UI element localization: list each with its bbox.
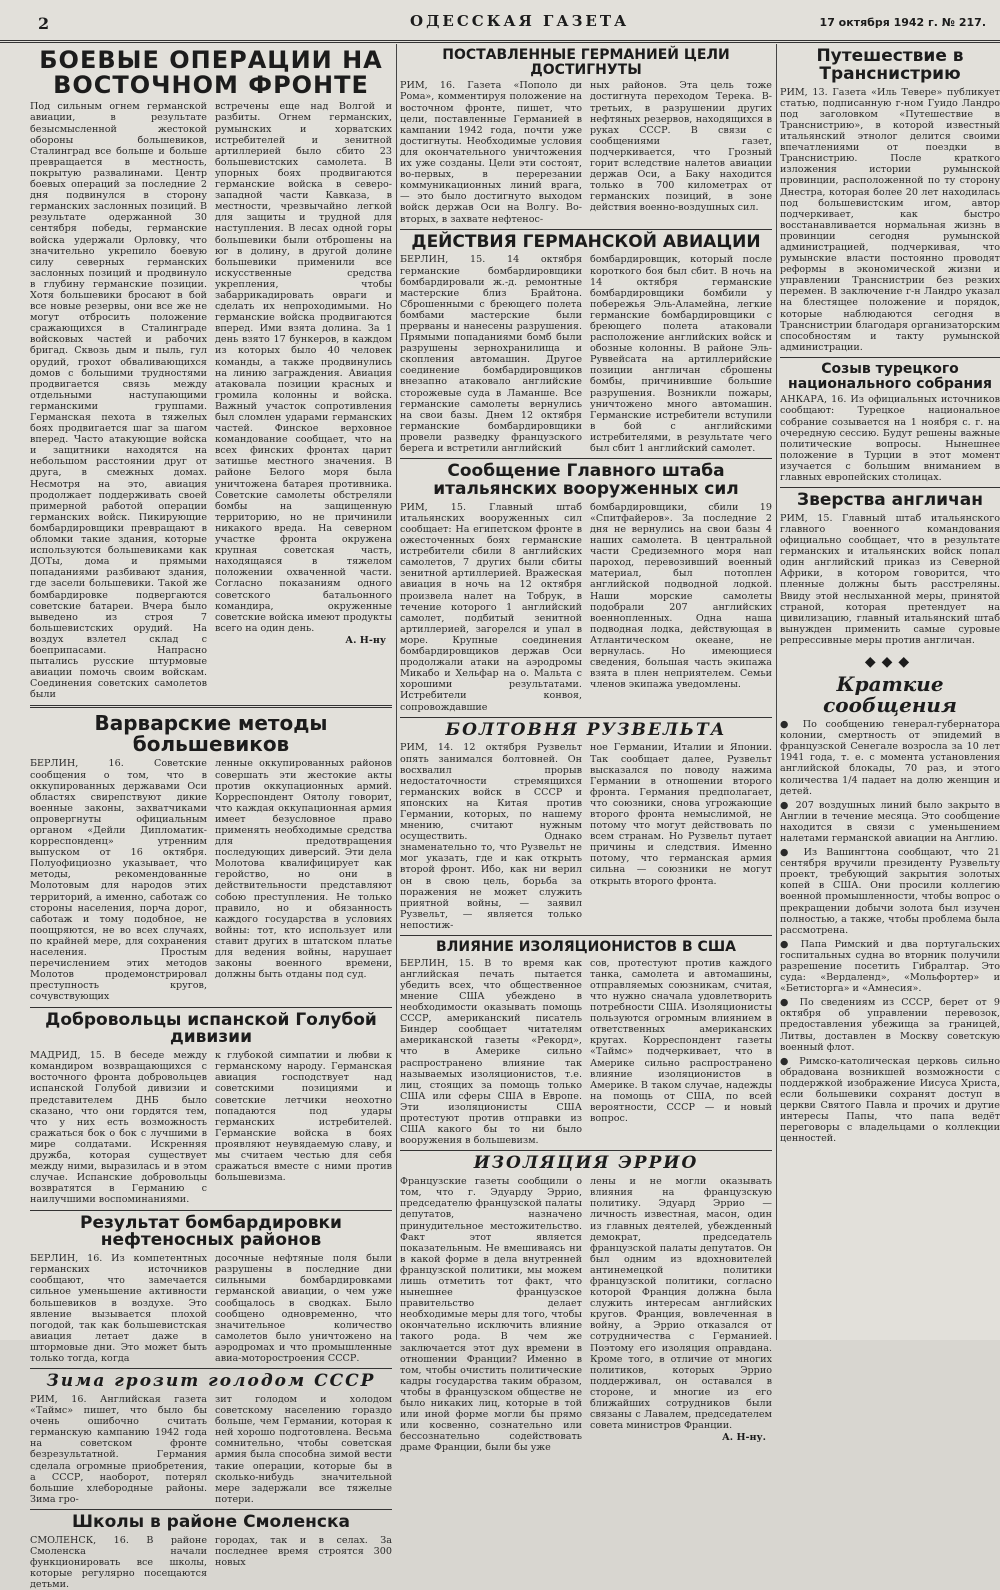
article-title: Сообщение Главного штаба итальянских вооруженных сил: [433, 461, 739, 499]
article-body: РИМ, 14. 12 октября Рузвельт опять занимался болтовней. Он восхвалил прорыв недостаточности стремящихся германских войск в СССР и японских на Китая против Германии, которых, по нашему мнению, считают нужным осуществить. Однако знаменательно то, что Рузвельт не мог указать, где и как открыть второй фронт. Ибо, как ни верил он в свою цель, борьба за поражения не может служить приятной войны, — заявил Рузвельт, — является только непостиж-: [400, 742, 582, 931]
article-title: ИЗОЛЯЦИЯ ЭРРИО: [473, 1153, 699, 1174]
diamond-ornament-icon: ◆◆◆: [864, 654, 916, 671]
article-kratkie-soobshcheniya: [780, 674, 1000, 1144]
article-izolyatsiya-errio: [400, 1155, 772, 1453]
divider: [400, 229, 772, 230]
article-soobshchenie-shtaba: [400, 463, 772, 712]
column-divider: [396, 44, 397, 1340]
middle-column: [400, 44, 772, 1454]
masthead: [0, 10, 1000, 43]
article-zima-grozit: [30, 1373, 392, 1505]
article-body: бомбардировщик, который после короткого боя был сбит. В ночь на 14 октября германские бомбардировщики бомбили у побережья Эль-Аламейна, легкие германские бомбардировщики с бреющего полета атаковали расположение английских войск и обозные колонны. В районе Эль-Руввейсата на артиллерийские позиции англичан сброшены бомбы, причинившие большие разрушения. Возникли пожары, уничтожено много автомашин. Германские истребители вступили в бой с английскими истребителями, в результате чего был сбит 1 английский самолет.: [590, 254, 772, 455]
left-column: [30, 44, 392, 1590]
article-body: городах, так и в селах. За последнее время строятся 300 новых: [215, 1534, 392, 1568]
divider: [30, 1007, 392, 1008]
article-body: РИМ, 16. Газета «Пополо ди Рома», комментируя положение на восточном фронте, пишет, что цели, поставленные Германией в кампании 1942 года, почти уже достигнуты. Необходимые условия для окончательного уничтожения их уже созданы. Цели эти состоят, во-первых, в перерезании коммуникационных линий врага, — это было достигнуто выходом войск держав Оси на Волгу. Во-вторых, в захвате нефтенос-: [400, 80, 582, 225]
page-number: 2: [38, 14, 50, 33]
article-body: сов, протестуют против каждого танка, самолета и автомашины, отправляемых союзникам, считая, что нужно сначала удовлетворить потребности США. Изоляционисты пользуются огромным влиянием в ответственных американских кругах. Корреспондент газеты «Таймс» подчеркивает, что в Америке сильно распространено влияние изоляционистов в Америке. В таком случае, надежды на помощь от США, по всей вероятности, СССР — и новый вопрос.: [590, 957, 772, 1125]
article-title: ДЕЙСТВИЯ ГЕРМАНСКОЙ АВИАЦИИ: [411, 231, 761, 252]
article-sozyv: [780, 362, 1000, 483]
news-item: ● 207 воздушных линий было закрыто в Англии в течение месяца. Это сообщение находится в связи с уменьшением налетами германской авиации на Англию.: [780, 799, 1000, 844]
article-title: Добровольцы испанской Голубой дивизии: [45, 1009, 377, 1048]
article-body: встречены еще над Волгой и разбиты. Огнем германских, румынских и хорватских истребителей и зенитной артиллерией было сбито 23 большевистских самолета. В упорных боях продвигаются германские войска в северо-западной части Кавказа, в местности, чрезвычайно легкой для защиты и трудной для наступления. В лесах одной горы большевики были отброшены на юг в долину, в другой долине большевики применили все искусственные средства укрепления, чтобы забаррикадировать овраги и сделать их непроходимыми. Но германские войска продвигаются вперед. Ими взята долина. За 1 день взято 17 бункеров, в каждом из которых было 40 человек команды, а также продвинулись на линию заграждения. Авиация атаковала позиции красных и громила колонны и войска. Важный участок сопротивления был сломлен ударами германских частей. Финское верховное командование сообщает, что на всех финских фронтах царит затишье местного значения. В районе Белого моря была уничтожена батарея противника. Советские самолеты обстреляли бомбы на защищенную территорию, но не причинили никакого вреда. На северном участке фронта окружена крупная советская часть, находящаяся в тяжелом положении охваченной части. Согласно показаниям одного советского батальонного командира, окруженные советские войска имеют продукты всего на один день.: [215, 101, 392, 634]
article-title: Краткие сообщения: [823, 672, 957, 718]
issue-date: 17 октября 1942 г. № 217.: [819, 16, 986, 29]
article-body: РИМ, 15. Главный штаб итальянских вооруженных сил сообщает: На египетском фронте в ожесточенных боях германские истребители сбили 8 английских самолетов, 7 других были сбиты зенитной артиллерией. Вражеская авиация в ночь на 12 октября произвела налет на Тобрук, в течение которого 1 английский самолет, подбитый зенитной артиллерией, загорелся и упал в море. Крупные соединения бомбардировщиков держав Оси продолжали атаки на аэродромы Микабо и Хельфар на о. Мальта с хорошими результатами. Истребители конвоя, сопровождавшие: [400, 501, 582, 713]
divider: [400, 935, 772, 936]
article-boevye-operatsii: [30, 48, 392, 700]
article-body: Под сильным огнем германской авиации, в результате безысмысленной жестокой обороны большевиков, Сталинград все больше и больше превращается в местность, покрытую развалинами. Центр боевых операций за последние 2 дня подвинулся в сторону германских заслонных позиций. В результате одержанной 30 сентября победы, германские войска удержали Орловку, что значительно укрепило боевую силу северных германских заслонных позиций и продвинуло в глубину германские позиции. Хотя большевики бросают в бой все новые резервы, они все же не могут отбросить положение сражающихся в Сталинграде войсковых частей и рабочих бригад. Сквозь дым и пыль, гул орудий, грохот обваливающихся домов с большими трудностями продвигается связь между отдельными наступающими германскими группами. Германская пехота в тяжелых боях продвигается шаг за шагом вперед. Часто атакующие войска и защитники находятся на небольшом расстоянии друг от друга, в смежных домах. Несмотря на это, авиация продолжает поддерживать своей примерной работой операции германских войск. Пикирующие бомбардировщики превращают в обломки такие здания, которые используются большевиками как ДОТы, дома и прямыми попаданиями разбивают здания, где засели большевики. Такой же бомбардировке подвергаются советские батареи. Вчера было выведено из строя 7 большевистских орудий. На воздух взлетел склад с боеприпасами. Напрасно пытались русские штурмовые авиации помочь своим войскам. Соединения советских самолетов были: [30, 101, 207, 701]
article-shkoly: [30, 1511, 392, 1590]
article-body: РИМ, 16. Английская газета «Таймс» пишет, что было бы очень ошибочно считать германскую кампанию 1942 года на советском фронте безрезультатной. Германия сделала огромные приобретения, а СССР, наоборот, потерял большие хлебородные районы. Зима гро-: [30, 1393, 207, 1505]
article-title: Зверства англичан: [797, 490, 983, 511]
article-title: БОЕВЫЕ ОПЕРАЦИИ НА ВОСТОЧНОМ ФРОНТЕ: [39, 46, 383, 100]
article-varvarskie-metody: [30, 713, 392, 1002]
divider: [30, 1210, 392, 1211]
divider: [30, 705, 392, 708]
article-title: Результат бомбардировки нефтеносных районов: [80, 1212, 342, 1251]
divider: [780, 487, 1000, 488]
news-item-text: 207 воздушных линий было закрыто в Англии в течение месяца. Это сообщение находится в связи с уменьшением налетами германской авиации на Англию.: [780, 799, 1000, 844]
column-divider: [776, 44, 777, 1340]
news-item-text: Папа Римский и два португальских госпитальных судна во вторник получили разрешение посетить Гибралтар. Это суда: «Вердаленд», «Мольфортер» и «Бетисторга» и «Амнесия».: [780, 938, 1000, 995]
article-body: СМОЛЕНСК, 16. В районе Смоленска начали функционировать все школы, которые регулярно посещаются детьми.: [30, 1534, 207, 1590]
article-title: Путешествие в Транснистрию: [816, 46, 964, 84]
article-body: БЕРЛИН, 15. 14 октября германские бомбардировщики бомбардировали ж.-д. ремонтные мастерские близ Брайтона. Сброшенными с бреющего полета бомбами мастерские были прерваны и нанесены разрушения. Прямыми попаданиями бомб были разрушены зернохранилища и скопления автомашин. Другое соединение бомбардировщиков внезапно атаковало английские сторожевые суда в Ламанше. Все германские самолеты вернулись на свои базы. Днем 12 октября германские бомбардировщики провели разведку французского берега и встретили английский: [400, 254, 582, 455]
article-body: ных районов. Эта цель тоже достигнута переходом Терека. В-третьих, в разрушении других нефтяных резервов, находящихся в руках СССР. В связи с сообщениями газет, подчеркивается, что Грозный горит вследствие налетов авиации держав Оси, а Баку находится только в 700 километрах от германских позиций, в зоне действия военно-воздушных сил.: [590, 80, 772, 214]
divider: [30, 1509, 392, 1510]
article-puteshestvie: [780, 48, 1000, 353]
article-body: АНКАРА, 16. Из официальных источников сообщают: Турецкое национальное собрание созывается на 1 ноября с. г. на очередную сессию. Будут решены важные политические вопросы. Нынешнее положение в Турции в этот момент изучается с большим вниманием в главных европейских столицах.: [780, 394, 1000, 483]
article-body: БЕРЛИН, 16. Из компетентных германских источников сообщают, что замечается сильное уменьшение активности большевиков в воздухе. Это явление вызывается плохой погодой, так как большевистская авиация летает даже в штормовые дни. Это может быть только тогда, когда: [30, 1253, 207, 1365]
article-body: РИМ, 13. Газета «Иль Тевере» публикует статью, подписанную г-ном Гуидо Ландро под заголовком «Путешествие в Транснистрию», в которой известный итальянский этнолог делится своими впечатлениями от поездки в Транснистрию. После краткого изложения истории румынской провинции, расположенной по ту сторону Днестра, которая более 20 лет находилась под большевистским игом, автор подчеркивает, как быстро восстанавливается нормальная жизнь в провинции сегодня румынской администрацией, подчеркивая, что румынские власти постоянно проводят реформы в экономической жизни и управлении Транснистрии без резких перемен. В заключение г-н Ландро указал на блестящее положение и порядок, которые наблюдаются сегодня в Транснистрии благодаря организаторским способностям и такту румынской администрации.: [780, 86, 1000, 353]
news-item-text: По сообщению генерал-губернатора колонии, смертность от эпидемий в французской Сенегале возросла за 10 лет 1941 года, т. е. с момента установления английской блокады, 70 раз, и этого количества 1/4 падает на долю женщин и детей.: [780, 719, 1000, 797]
article-title: БОЛТОВНЯ РУЗВЕЛЬТА: [445, 719, 727, 740]
article-body: ленные оккупированных районов совершать эти жестокие акты против оккупационных армий. Корреспондент Оятолу говорит, что каждая оккупационная армия имеет безусловное право применять необходимые средства для предотвращения последующих диверсий. Эти дела Молотова квалифицирует как геройство, но они в действительности представляют собою преступления. Не только правило, но и обязанность каждого государства в условиях войны: тот, кто использует или ставит других в штатском платье для ведения войны, нарушает законы военного времени, должны быть отданы под суд.: [215, 758, 392, 981]
article-title: ПОСТАВЛЕННЫЕ ГЕРМАНИЕЙ ЦЕЛИ ДОСТИГНУТЫ: [442, 47, 730, 78]
news-item: ● По сведениям из СССР, берет от 9 октября об управлении перевозок, предоставления убежища за границей, Литвы, доставлен в Москву советскую военный флот.: [780, 997, 1000, 1053]
article-body: РИМ, 15. Главный штаб итальянского главного военного командования официально сообщает, что в результате германских и итальянских войск попал один английский приказ из Северной Африки, в котором говорится, что пленные должны быть расстреляны. Ввиду этой неслыханной меры, принятой страной, которая претендует на цивилизацию, главный итальянский штаб вынужден применить самые суровые репрессивные меры против англичан.: [780, 512, 1000, 646]
article-vliyanie-izolyatsionistov: [400, 940, 772, 1146]
article-title: Школы в районе Смоленска: [72, 1511, 350, 1532]
article-body: бомбардировщики, сбили 19 «Спитфайеров». За последние 2 дня не вернулись на свои базы 4 наших самолета. В центральной части Средиземного моря нап пароход, перевозивший военный материал, был потоплен английской подводной лодкой. Наши морские самолеты подобрали 207 английских военнопленных. Одна наша подводная лодка, действующая в Атлантическом океане, не вернулась. Но имеющиеся сведения, большая часть экипажа взята в плен неприятелем. Семьи членов экипажа уведомлены.: [590, 501, 772, 691]
article-body: лены и не могли оказывать влияния на французскую политику. Эдуард Эррио — личность известная, масон, один из главных деятелей, убежденный демократ, председатель французской палаты депутатов. Он был одним из вдохновителей антинемецкой политики французской политики, согласно которой Франция должна была служить интересам английских кругов. Франция, вовлеченная в войну, а Эррио отказался от сотрудничества с Германией. Поэтому его изоляция оправдана. Кроме того, в отличие от многих политиков, которых Эррио поддерживал, он оставался в стороне, и многие из его ближайших сотрудников были связаны с Лавалем, председателем совета министров Франции.: [590, 1176, 772, 1432]
article-zverstva: [780, 492, 1000, 646]
news-item: ● Римско-католическая церковь сильно обрадована возникшей возможности с поддержкой изображение Иисуса Христа, если большевики сохранят доступ в церкви Святого Павла и прочих и другие интересы Папы, что папа ведёт переговоры с владельцами о коллекции ценностей.: [780, 1055, 1000, 1145]
article-body: БЕРЛИН, 15. В то время как английская печать пытается убедить всех, что общественное мнение США убеждено в необходимости оказывать помощь СССР, американский писатель Биндер сообщает читателям американской газеты «Рекорд», что в Америке сильно распространено влияние так называемых изоляционистов, т.е. лиц, стоящих за помощь только США или сферы США в Европе. Эти изоляционисты США протестуют против отправки из США какого бы то ни было вооружения в большевизм.: [400, 957, 582, 1147]
divider: [400, 458, 772, 459]
article-body: к глубокой симпатии и любви к германскому народу. Германская авиация господствует над советскими позициями и советские летчики неохотно попадаются под удары германских истребителей. Германские войска в боях проявляют неувядаемую славу, и мы считаем честью для себя сражаться вместе с ними против большевизма.: [215, 1050, 392, 1184]
article-title: Зима грозит голодом СССР: [46, 1371, 376, 1392]
article-body: Французские газеты сообщили о том, что г. Эдуарду Эррио, председателю французской палаты депутатов, назначено принудительное местожительство. Факт этот является показательным. Не вмешиваясь ни в какой форме в дела внутренней французской политики, мы можем лишь отметить тот факт, что нынешнее французское правительство делает необходимые меры для того, чтобы окончательно исключить влияние такого рода. В чем же заключается этот дух времени в отношении Франции? Именно в том, чтобы очистить политические кадры государства таким образом, чтобы в французском обществе не было никаких лиц, которые в той или иной форме могли бы прямо или косвенно, сознательно или бессознательно содействовать драме Франции, были бы уже: [400, 1176, 582, 1454]
article-rezultat-bombardirovki: [30, 1212, 392, 1365]
article-dobrovoltsy: [30, 1009, 392, 1206]
news-item-text: Римско-католическая церковь сильно обрадована возникшей возможности с поддержкой изображение Иисуса Христа, если большевики сохранят доступ в церкви Святого Павла и прочих и другие интересы Папы, что папа ведёт переговоры с владельцами о коллекции ценностей.: [780, 1055, 1000, 1145]
article-title: ВЛИЯНИЕ ИЗОЛЯЦИОНИСТОВ В США: [436, 939, 736, 956]
divider: [30, 1368, 392, 1369]
article-body: досочные нефтяные поля были разрушены в последние дни сильными бомбардировками германской авиации, о чем уже сообщалось в сводках. Было сообщено одновременно, что значительное количество самолетов было уничтожено на аэродромах и что промышленные авиа-моторостроения СССР.: [215, 1253, 392, 1365]
article-deystviya-aviatsii: [400, 231, 772, 455]
right-column: [780, 44, 1000, 1340]
article-body: ное Германии, Италии и Японии. Так сообщает далее, Рузвельт высказался по поводу нажима Германии в отношении второго фронта. Германия предполагает, что союзники, снова угрожающие второго фронта немыслимой, не потому что могут действовать по всем странам. Но Рузвельт путает причины и следствия. Именно потому, что германская армия сильна — союзники не могут открыть второго фронта.: [590, 742, 772, 887]
article-body: зит голодом и холодом советскому населению гораздо больше, чем Германии, которая к ней хорошо подготовлена. Весьма сомнительно, чтобы советская армия была способна зимой вести такие операции, которые бы в сколько-нибудь значительной мере задержали все тяжелые потери.: [215, 1393, 392, 1505]
news-item: ● Из Вашингтона сообщают, что 21 сентября вручили президенту Рузвельту проект, требующий закрытия золотых копей в США. Они просили коллегию военной промышленности, чтобы вопрос о прекращении добычи золота был изучен полностью, а также, чтобы проблема была рассмотрена.: [780, 847, 1000, 936]
news-item-text: По сведениям из СССР, берет от 9 октября об управлении перевозок, предоставления убежища за границей, Литвы, доставлен в Москву советскую военный флот.: [780, 997, 1000, 1053]
news-item-text: Из Вашингтона сообщают, что 21 сентября вручили президенту Рузвельту проект, требующий закрытия золотых копей в США. Они просили коллегию военной промышленности, чтобы вопрос о прекращении добычи золота был изучен полностью, а также, чтобы проблема была рассмотрена.: [780, 847, 1000, 936]
article-signature: А. Н-ну.: [721, 1432, 766, 1444]
newspaper-title: ОДЕССКАЯ ГАЗЕТА: [410, 12, 630, 30]
article-title: Созыв турецкого национального собрания: [788, 360, 992, 392]
article-boltovnya-ruzvelta: [400, 719, 772, 931]
article-signature: А. Н-ну: [345, 634, 386, 646]
divider: [400, 1150, 772, 1151]
news-item: ● Папа Римский и два португальских госпитальных судна во вторник получили разрешение посетить Гибралтар. Это суда: «Вердаленд», «Мольфортер» и «Бетисторга» и «Амнесия».: [780, 938, 1000, 995]
article-body: МАДРИД, 15. В беседе между командиром возвращающихся с восточного фронта добровольцев испанской Голубой дивизии и представителем ДНБ было сказано, что они гордятся тем, что у них есть возможность сражаться бок о бок с лучшими в мире солдатами. Искренняя дружба, которая существует между ними, выразилась и в этом случае. Испанские добровольцы возвратятся в Германию с наилучшими воспоминаниями.: [30, 1050, 207, 1206]
divider: [780, 357, 1000, 358]
divider: [400, 717, 772, 718]
article-postavlennye-tseli: [400, 48, 772, 225]
article-body: БЕРЛИН, 16. Советские сообщения о том, что в оккупированных державами Оси областях свирепствуют дикие военные законы, захватчиками опровергнуты официальным органом «Дейли Дипломатик-корреспонденц» утренним выпуском от 16 октября. Полуофициозно указывает, что методы, рекомендованные Молотовым для народов этих территорий, а именно, саботаж со стороны населения, порча дорог, саботаж и тому подобное, не поощряются, не во всех случаях, по крайней мере, для сохранения населения. Простым перечислением этих методов Молотов продемонстрировал преступность кругов, сочувствующих: [30, 758, 207, 1003]
article-title: Варварские методы большевиков: [94, 711, 328, 757]
news-item: ● По сообщению генерал-губернатора колонии, смертность от эпидемий в французской Сенегале возросла за 10 лет 1941 года, т. е. с момента установления английской блокады, 70 раз, и этого количества 1/4 падает на долю женщин и детей.: [780, 719, 1000, 797]
